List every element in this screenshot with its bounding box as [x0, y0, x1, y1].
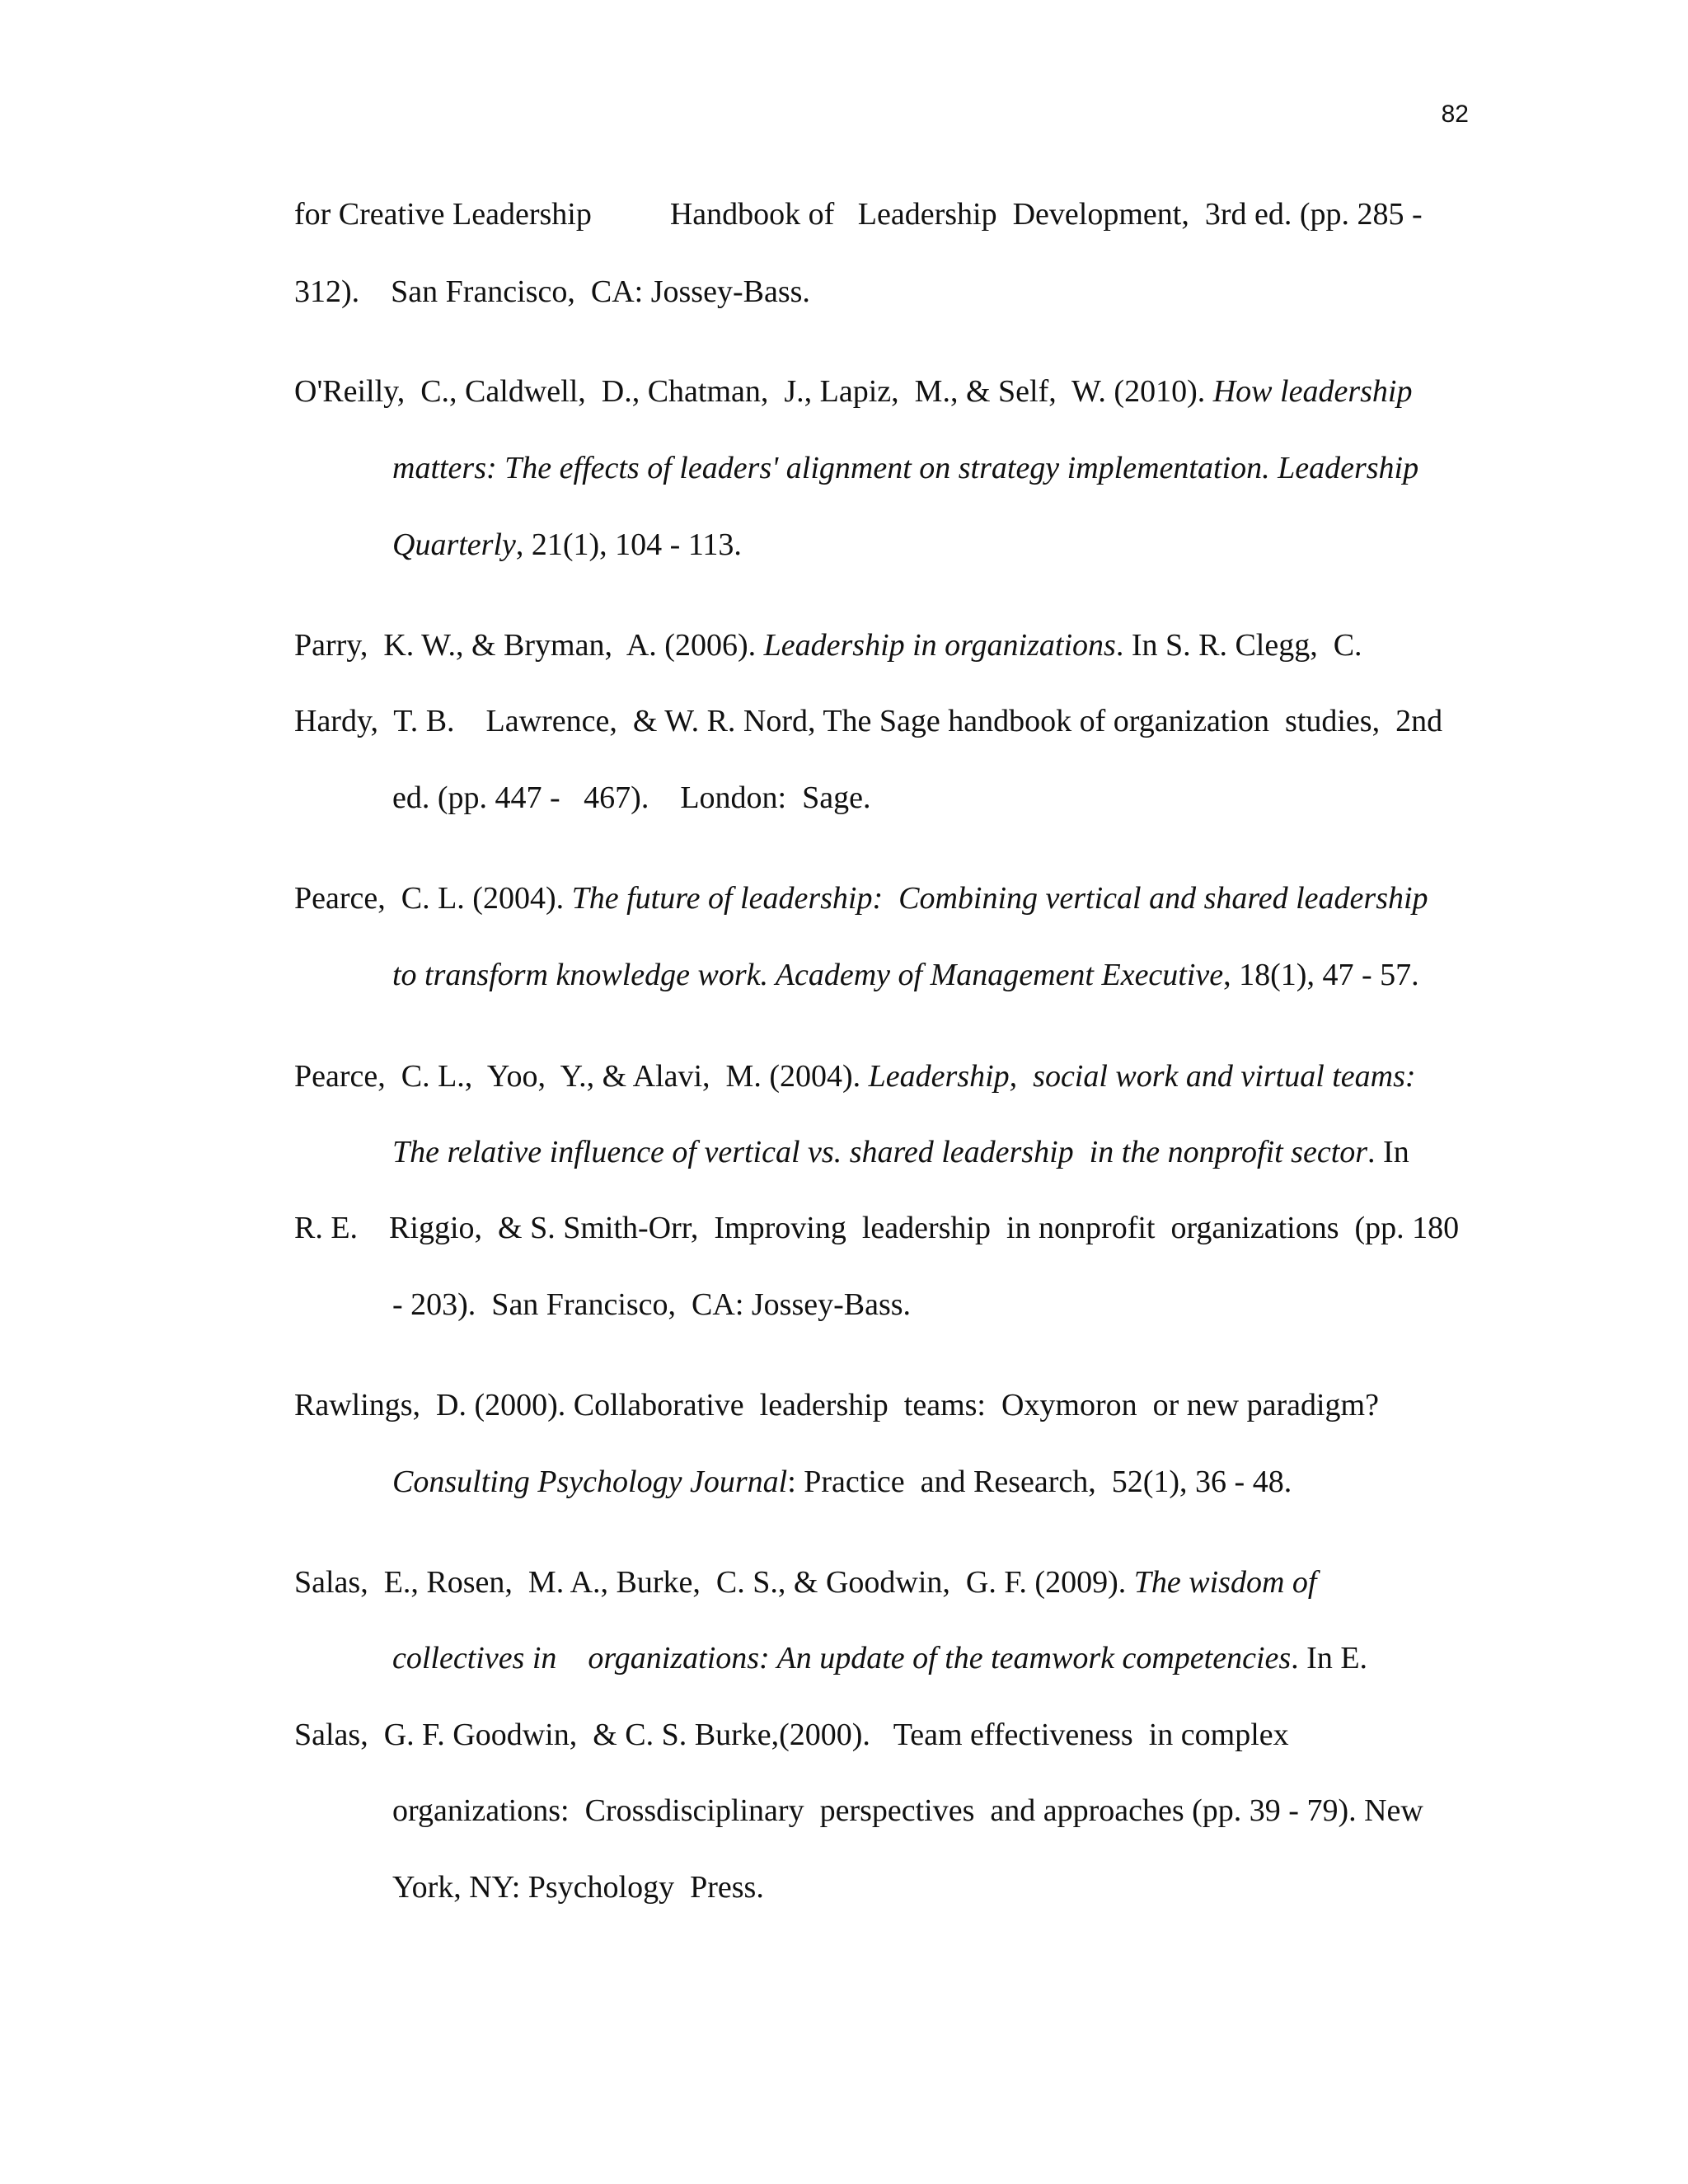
text-run: organizations: Crossdisciplinary perspectives and approaches (pp. 39 - 79). New: [392, 1793, 1423, 1828]
reference-line: [392, 450, 1418, 486]
text-run: - 203). San Francisco, CA: Jossey-Bass.: [392, 1287, 912, 1322]
reference-line: [294, 373, 1412, 410]
text-run-italic: Consulting Psychology Journal: [392, 1465, 788, 1499]
reference-line: [392, 780, 870, 816]
text-run: . In: [1367, 1135, 1409, 1169]
text-run-italic: to transform knowledge work. Academy of Management Executive: [392, 958, 1224, 992]
text-run-italic: Quarterly: [392, 527, 516, 562]
reference-line: [294, 196, 1423, 232]
reference-line: [294, 627, 1362, 663]
text-run-italic: matters: The effects of leaders' alignment on strategy implementation. Leadership: [392, 451, 1419, 485]
text-run-italic: The future of leadership: Combining vertical and shared leadership: [571, 881, 1428, 916]
text-run: , 18(1), 47 - 57.: [1223, 958, 1419, 992]
reference-line: [294, 1564, 1316, 1601]
text-run: Salas, G. F. Goodwin, & C. S. Burke,(2000). Team effectiveness in complex: [294, 1718, 1289, 1752]
text-run: York, NY: Psychology Press.: [392, 1870, 764, 1905]
text-run: Pearce, C. L. (2004).: [294, 881, 572, 916]
reference-line: [294, 1058, 1416, 1094]
text-run: Hardy, T. B. Lawrence, & W. R. Nord, The Sage handbook of organization studies, 2nd: [294, 704, 1443, 738]
reference-line: [392, 1640, 1367, 1676]
text-run: Rawlings, D. (2000). Collaborative leadership teams: Oxymoron or new paradigm?: [294, 1388, 1379, 1422]
reference-line: [392, 1134, 1409, 1170]
text-run: 312). San Francisco, CA: Jossey-Bass.: [294, 274, 810, 309]
text-run-italic: Leadership, social work and virtual teams:: [868, 1059, 1416, 1094]
reference-line: [294, 703, 1442, 739]
text-run: . In S. R. Clegg, C.: [1115, 628, 1362, 663]
text-run-italic: The wisdom of: [1133, 1565, 1317, 1600]
text-run: : Practice and Research, 52(1), 36 - 48.: [787, 1465, 1292, 1499]
reference-line: [294, 1387, 1379, 1423]
text-run: for Creative Leadership Handbook of Leadership Development, 3rd ed. (pp. 285 -: [294, 197, 1423, 232]
page-number: 82: [1441, 101, 1469, 128]
text-run-italic: Leadership in organizations: [763, 628, 1116, 663]
text-run: O'Reilly, C., Caldwell, D., Chatman, J., Lapiz, M., & Self, W. (2010).: [294, 374, 1213, 409]
reference-line: [294, 1717, 1289, 1753]
text-run-italic: collectives in organizations: An update of the teamwork competencies: [392, 1641, 1292, 1675]
text-run-italic: The relative influence of vertical vs. shared leadership in the nonprofit sector: [392, 1135, 1368, 1169]
reference-line: [392, 957, 1419, 993]
reference-line: [392, 1286, 911, 1323]
text-run-italic: How leadership: [1212, 374, 1413, 409]
text-run: R. E. Riggio, & S. Smith-Orr, Improving leadership in nonprofit organizations (pp. 180: [294, 1211, 1460, 1245]
reference-line: [392, 1464, 1292, 1500]
reference-line: [294, 1210, 1459, 1246]
text-run: , 21(1), 104 - 113.: [515, 527, 742, 562]
reference-line: [294, 880, 1428, 916]
reference-line: [392, 1793, 1423, 1829]
reference-line: [392, 527, 742, 563]
text-run: Salas, E., Rosen, M. A., Burke, C. S., & Goodwin, G. F. (2009).: [294, 1565, 1134, 1600]
text-run: . In E.: [1291, 1641, 1368, 1675]
text-run: Pearce, C. L., Yoo, Y., & Alavi, M. (2004).: [294, 1059, 869, 1094]
text-run: Parry, K. W., & Bryman, A. (2006).: [294, 628, 764, 663]
reference-line: [294, 274, 810, 310]
text-run: ed. (pp. 447 - 467). London: Sage.: [392, 780, 871, 815]
reference-line: [392, 1869, 764, 1905]
